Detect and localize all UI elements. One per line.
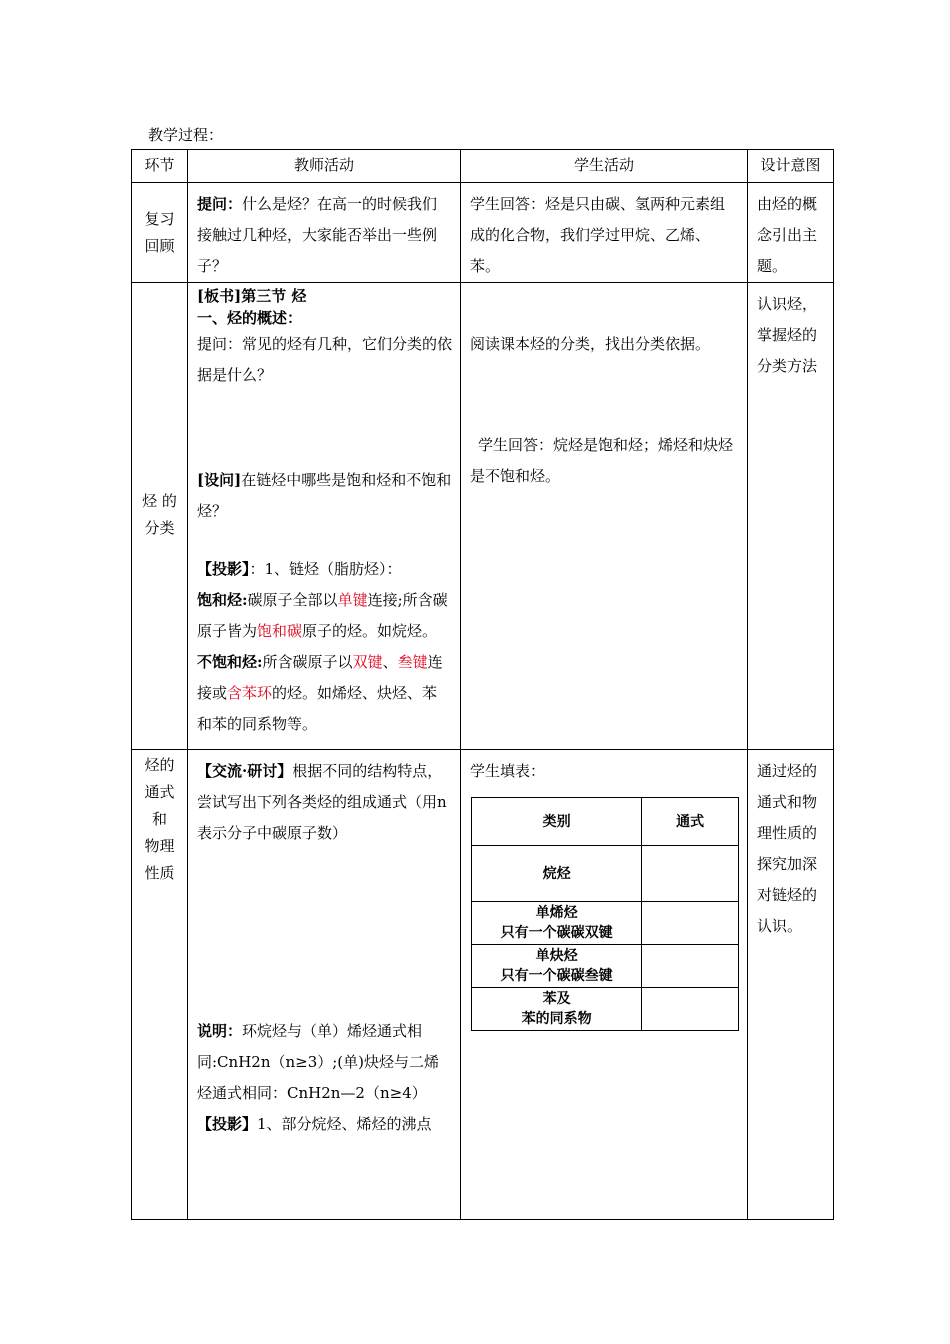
caption: 教学过程：	[148, 126, 224, 144]
row-classification	[132, 283, 834, 750]
fill-cat-alkane: 烷烃	[472, 846, 642, 902]
student-review: 学生回答：烃是只由碳、氢两种元素组成的化合物，我们学过甲烷、乙烯、苯。	[461, 183, 748, 283]
row-formula	[132, 750, 834, 1220]
formula-fill-table	[471, 797, 739, 1031]
fill-cat-alkene: 单烯烃 只有一个碳碳双键	[472, 902, 642, 945]
row-review	[132, 183, 834, 283]
fill-cat-benzene: 苯及 苯的同系物	[472, 988, 642, 1031]
header-row	[132, 150, 834, 183]
lesson-process-table	[131, 149, 834, 1220]
teacher-classification: [板书]第三节 烃 一、烃的概述： 提问：常见的烃有几种，它们分类的依据是什么？ [设问]在链烃中哪些是饱和烃和不饱和烃？ 【投影】：1、链烃（脂肪烃）： 饱和烃:碳原子全部以单键连接;所含碳原子皆为饱和碳原子的烃。如烷烃。 不饱和烃:所含碳原子以双键、叁键连接或含苯环的烃。如烯烃、炔烃、苯和苯的同系物等。	[188, 283, 461, 750]
stage-review: 复习 回顾	[132, 183, 188, 283]
stage-classification: 烃 的 分类	[132, 283, 188, 750]
fill-input-alkyne[interactable]	[642, 945, 739, 988]
student-classification: 阅读课本烃的分类，找出分类依据。 学生回答：烷烃是饱和烃；烯烃和炔烃是不饱和烃。	[461, 283, 748, 750]
student-formula: 学生填表： 类别 通式 烷烃 单烯烃 只有一个碳碳双键 单炔烃 只有一个碳碳叁键 苯及 苯的同系物	[461, 750, 748, 1220]
header-student: 学生活动	[461, 150, 748, 183]
design-formula: 通过烃的通式和物理性质的探究加深对链烃的认识。	[748, 750, 834, 1220]
fill-input-benzene[interactable]	[642, 988, 739, 1031]
teacher-formula: 【交流·研讨】根据不同的结构特点，尝试写出下列各类烃的组成通式（用n表示分子中碳原子数） 说明：环烷烃与（单）烯烃通式相同:CnH2n（n≥3）;(单)炔烃与二烯烃通式相同：CnH2n—2（n≥4） 【投影】1、部分烷烃、烯烃的沸点	[188, 750, 461, 1220]
fill-input-alkene[interactable]	[642, 902, 739, 945]
header-design: 设计意图	[748, 150, 834, 183]
teacher-review: 提问：什么是烃？在高一的时候我们接触过几种烃，大家能否举出一些例子？	[188, 183, 461, 283]
fill-header-formula: 通式	[642, 798, 739, 846]
fill-cat-alkyne: 单炔烃 只有一个碳碳叁键	[472, 945, 642, 988]
fill-header-category: 类别	[472, 798, 642, 846]
fill-input-alkane[interactable]	[642, 846, 739, 902]
header-teacher: 教师活动	[188, 150, 461, 183]
header-stage: 环节	[132, 150, 188, 183]
stage-formula: 烃的 通式 和 物理 性质	[132, 750, 188, 1220]
design-classification: 认识烃，掌握烃的分类方法	[748, 283, 834, 750]
design-review: 由烃的概念引出主题。	[748, 183, 834, 283]
